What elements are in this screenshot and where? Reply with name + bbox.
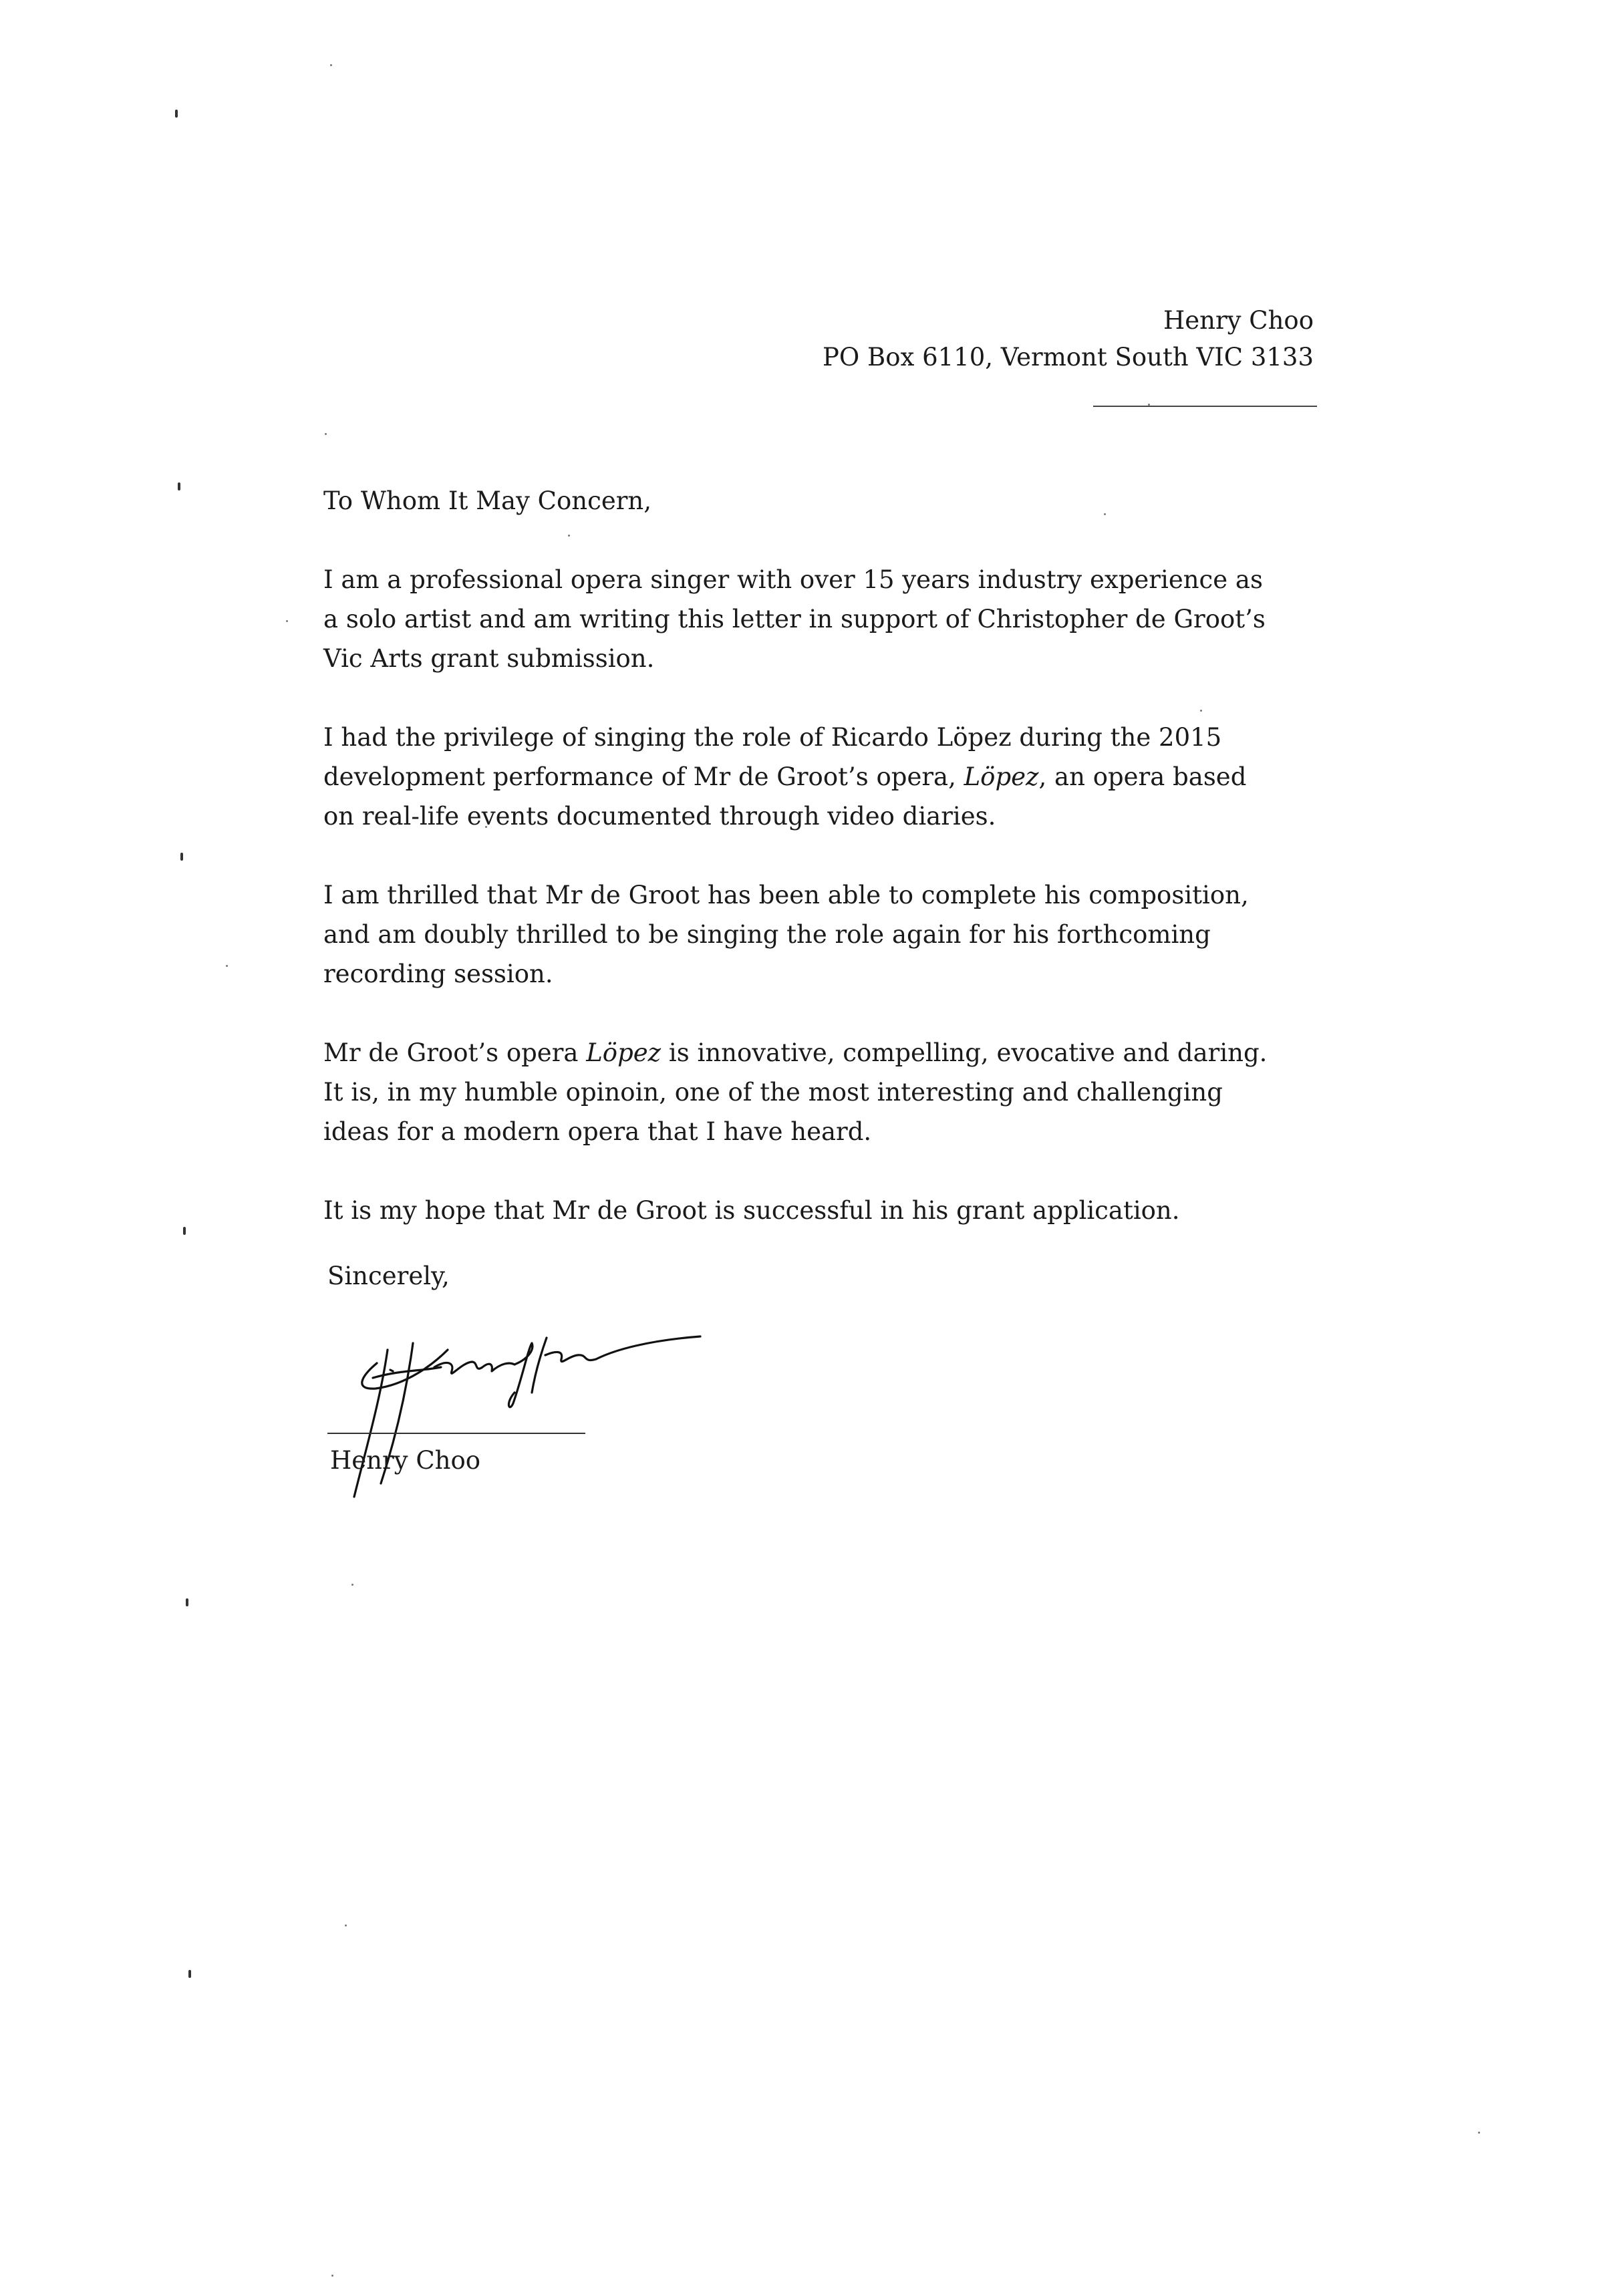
sender-block [823, 302, 1314, 376]
paragraph-3-text: I am thrilled that Mr de Groot has been able to complete his composition, and am doubly thrilled to be singing the role again for his forthcoming recording session. [323, 881, 1249, 988]
paragraph-1-text: I am a professional opera singer with over 15 years industry experience as a solo artist and am writing this letter in support of Christopher de Groot’s Vic Arts grant submission. [323, 565, 1266, 673]
sender-divider [1093, 406, 1317, 407]
paragraph-2-text-end: , an opera based on real-life events documented through video diaries. [323, 762, 1247, 831]
scan-mark [175, 110, 178, 118]
scan-speck [330, 64, 332, 66]
paragraph-4-text-end: is innovative, compelling, evocative and daring. It is, in my humble opinoin, one of the most interesting and challenging ideas for a modern opera that I have heard. [323, 1038, 1268, 1146]
opera-title: Löpez [586, 1038, 662, 1067]
paragraph-5-text: It is my hope that Mr de Groot is successful in his grant application. [323, 1196, 1180, 1225]
paragraph-5 [323, 1191, 1339, 1230]
handwritten-signature [334, 1323, 708, 1510]
scan-speck [286, 620, 288, 622]
scan-speck [325, 433, 327, 435]
letter-body [323, 481, 1339, 1270]
scan-mark [188, 1970, 191, 1978]
scan-speck [1478, 2132, 1480, 2134]
scan-mark [186, 1598, 188, 1606]
paragraph-4 [323, 1033, 1339, 1151]
opera-title: Löpez [964, 762, 1039, 791]
closing: Sincerely, [327, 1262, 450, 1290]
salutation: To Whom It May Concern, [323, 486, 651, 515]
sender-name: Henry Choo [1163, 306, 1314, 335]
signature-line [327, 1433, 585, 1434]
signer-name: Henry Choo [330, 1446, 481, 1475]
paragraph-2 [323, 718, 1339, 836]
scan-mark [178, 482, 180, 490]
scan-speck [351, 1584, 353, 1586]
scan-mark [180, 853, 183, 861]
scan-mark [183, 1227, 186, 1235]
paragraph-4-text-start: Mr de Groot’s opera [323, 1038, 587, 1067]
scan-speck [345, 1924, 347, 1926]
sender-address: PO Box 6110, Vermont South VIC 3133 [823, 343, 1314, 372]
scan-speck [331, 2275, 333, 2277]
paragraph-3 [323, 875, 1339, 994]
paragraph-1 [323, 560, 1339, 678]
scan-speck [226, 965, 228, 967]
paragraph-2-text-start: I had the privilege of singing the role of Ricardo Löpez during the 2015 development performance of Mr de Groot’s opera, [323, 723, 1222, 791]
